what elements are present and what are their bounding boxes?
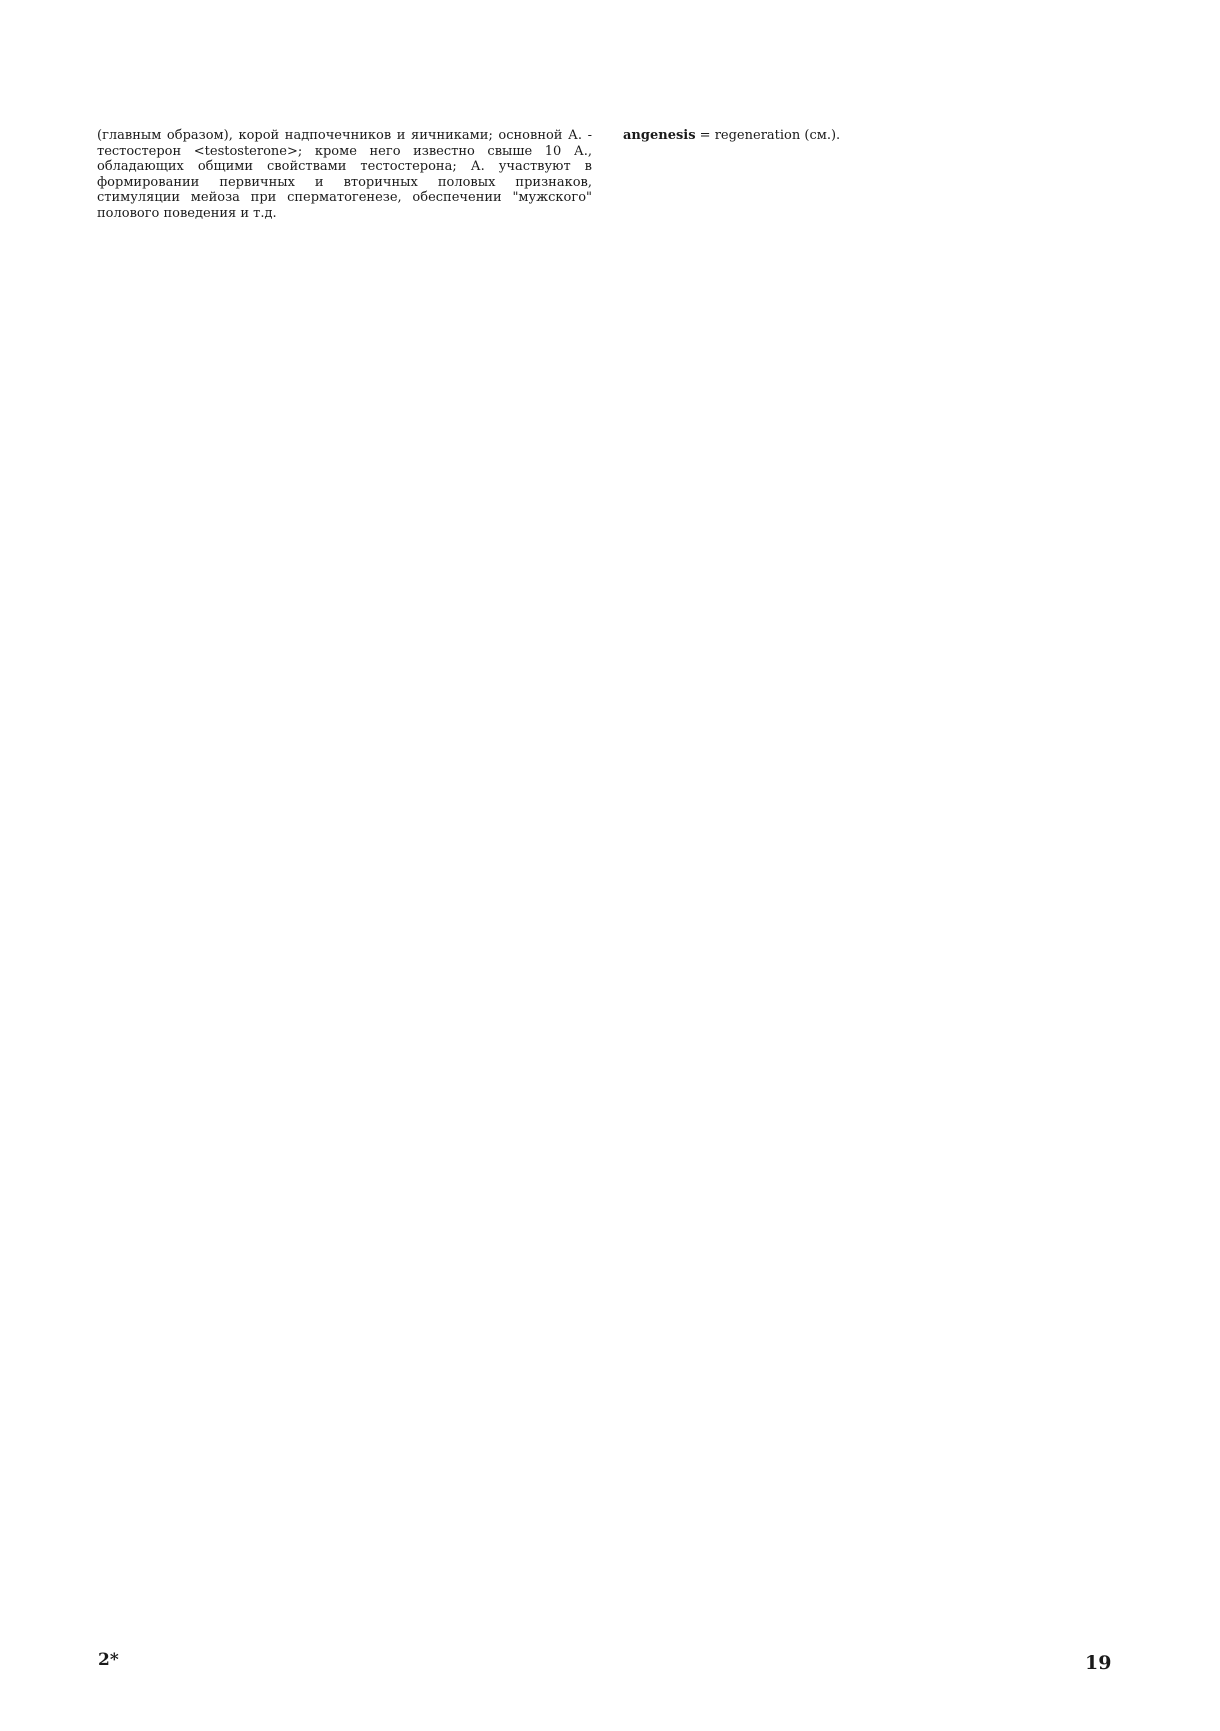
dictionary-entry (97, 128, 592, 221)
left-column (97, 128, 592, 231)
entry-term: angenesis (623, 128, 696, 143)
dictionary-entry (623, 128, 1118, 144)
signature-mark: 2* (98, 1650, 119, 1670)
page-number: 19 (1085, 1652, 1112, 1674)
entry-text: (главным образом), корой надпочечников и яичниками; основной А. - тестостерон <testosterone>; кроме него известно свыше 10 А., обладающих общими свойствами тестостерона; А. участвуют в формировании первичных и вторичных половых признаков, стимуляции мейоза при сперматогенезе, обеспечении "мужского" полового поведения и т.д. (97, 128, 592, 221)
right-column (623, 128, 1118, 154)
entry-definition: = regeneration (см.). (695, 128, 841, 143)
